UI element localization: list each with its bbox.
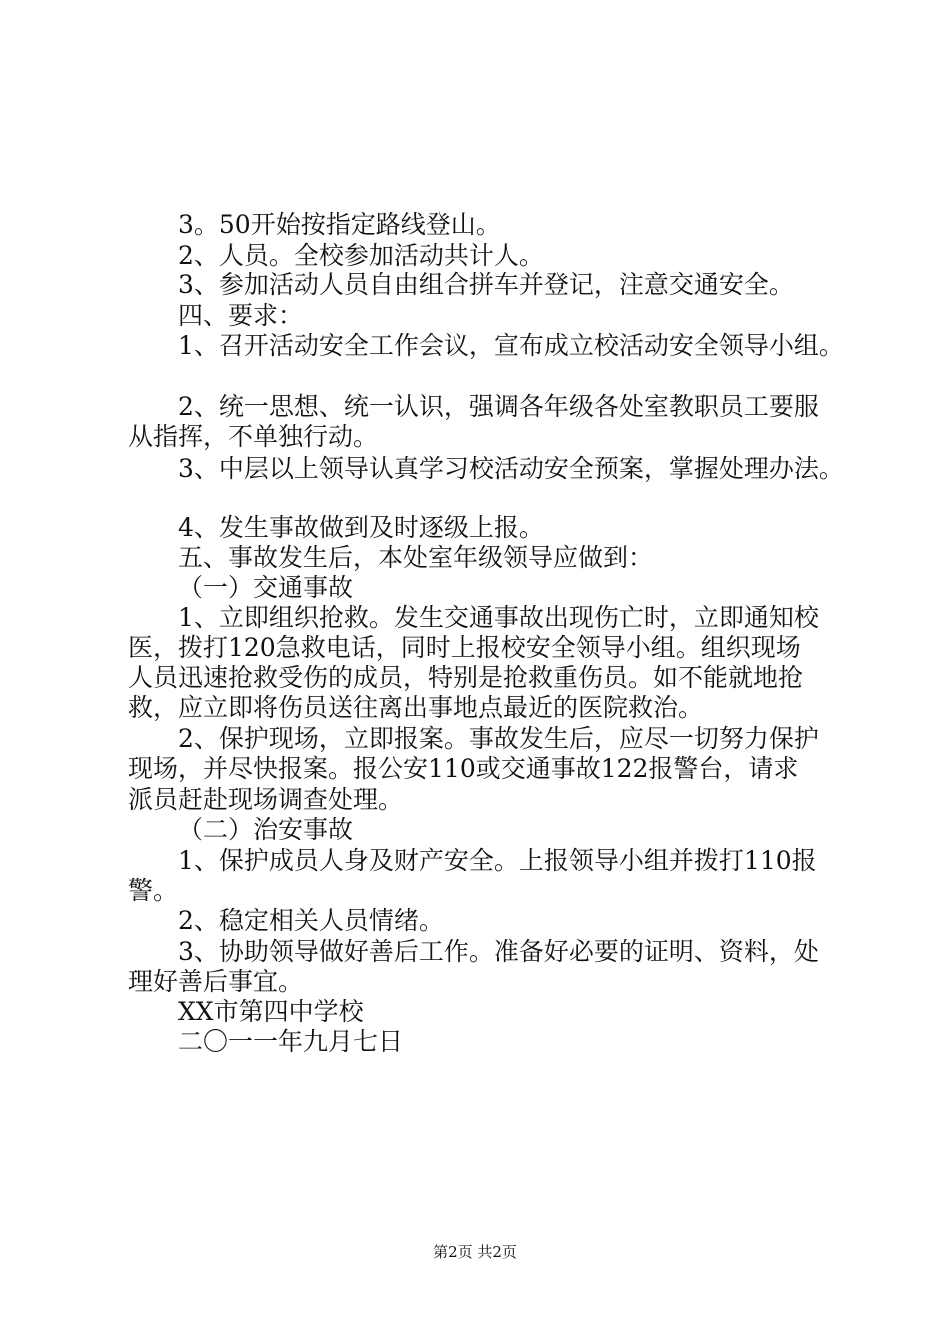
line-subheading-2: （二）治安事故: [178, 815, 354, 844]
line-20: 1、保护成员人身及财产安全。上报领导小组并拨打110报: [178, 846, 817, 875]
line-17: 现场，并尽快报案。报公安110或交通事故122报警台，请求: [128, 754, 799, 783]
line-1: 3。50开始按指定路线登山。: [178, 210, 501, 239]
line-15: 救，应立即将伤员送往离出事地点最近的医院救治。: [128, 693, 704, 722]
page-footer: 第2页 共2页: [433, 1243, 517, 1261]
signature-school: XX市第四中学校: [178, 997, 364, 1026]
line-6: 2、统一思想、统一认识，强调各年级各处室教职员工要服: [178, 392, 819, 421]
line-16: 2、保护现场，立即报案。事故发生后，应尽一切努力保护: [178, 724, 819, 753]
line-subheading-1: （一）交通事故: [178, 573, 354, 602]
line-18: 派员赶赴现场调查处理。: [128, 785, 404, 814]
line-12: 1、立即组织抢救。发生交通事故出现伤亡时，立即通知校: [178, 603, 819, 632]
line-22: 2、稳定相关人员情绪。: [178, 906, 444, 935]
line-23: 3、协助领导做好善后工作。准备好必要的证明、资料，处: [178, 937, 819, 966]
line-8: 3、中层以上领导认真学习校活动安全预案，掌握处理办法。: [178, 454, 844, 483]
line-5: 1、召开活动安全工作会议，宣布成立校活动安全领导小组。: [178, 331, 844, 360]
line-13: 医，拨打120急救电话，同时上报校安全领导小组。组织现场: [128, 633, 801, 662]
line-24: 理好善后事宜。: [128, 967, 304, 996]
line-3: 3、参加活动人员自由组合拼车并登记，注意交通安全。: [178, 270, 794, 299]
line-21: 警。: [128, 876, 179, 905]
signature-date: 二〇一一年九月七日: [178, 1027, 404, 1056]
line-7: 从指挥，不单独行动。: [128, 422, 379, 451]
line-heading-5: 五、事故发生后，本处室年级领导应做到：: [178, 543, 654, 572]
line-2: 2、人员。全校参加活动共计人。: [178, 241, 544, 270]
line-9: 4、发生事故做到及时逐级上报。: [178, 513, 544, 542]
line-heading-4: 四、要求：: [178, 301, 304, 330]
line-14: 人员迅速抢救受伤的成员，特别是抢救重伤员。如不能就地抢: [128, 663, 804, 692]
